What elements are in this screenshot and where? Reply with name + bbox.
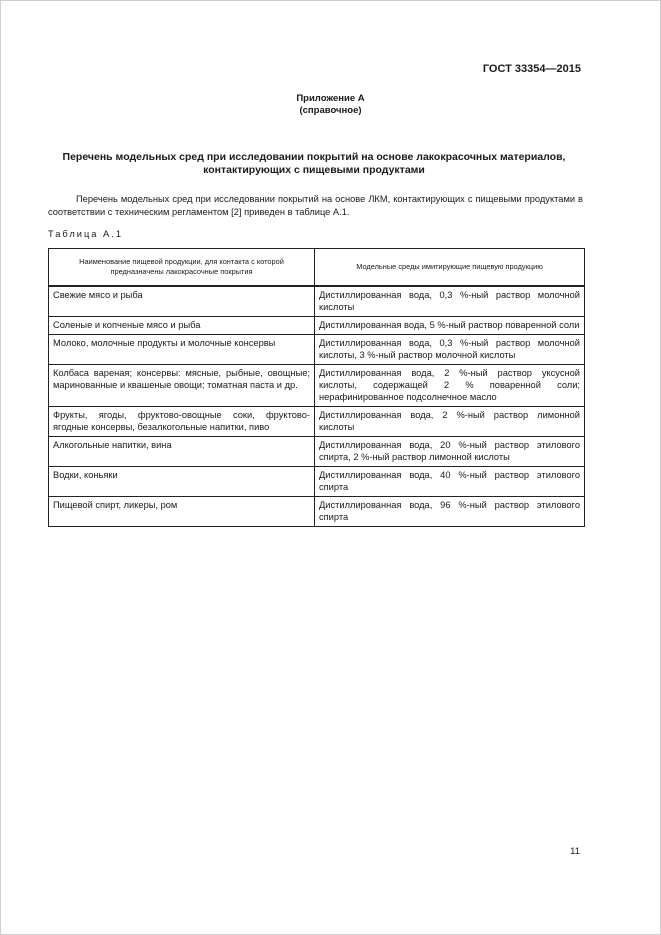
appendix-heading [1,93,660,117]
product-cell: Свежие мясо и рыба [49,286,315,317]
product-cell: Алкогольные напитки, вина [49,437,315,467]
section-title-line-2: контактирующих с пищевыми продуктами [203,164,425,176]
table-row [49,286,585,317]
section-title [46,151,582,177]
table-row [49,467,585,497]
medium-cell: Дистиллированная вода, 40 %-ный раствор этилового спирта [315,467,585,497]
table-caption: Таблица А.1 [48,229,123,239]
product-cell: Молоко, молочные продукты и молочные консервы [49,335,315,365]
product-cell: Пищевой спирт, ликеры, ром [49,497,315,527]
table-row [49,335,585,365]
medium-cell: Дистиллированная вода, 2 %-ный раствор уксусной кислоты, содержащей 2 % поваренной соли; нерафинированное подсолнечное масло [315,365,585,407]
document-code: ГОСТ 33354—2015 [482,63,581,75]
medium-cell: Дистиллированная вода, 0,3 %-ный раствор молочной кислоты, 3 %-ный раствор молочной кислоты [315,335,585,365]
medium-cell: Дистиллированная вода, 0,3 %-ный раствор молочной кислоты [315,286,585,317]
product-cell: Фрукты, ягоды, фруктово-овощные соки, фруктово-ягодные консервы, безалкогольные напитки, пиво [49,407,315,437]
table-row [49,497,585,527]
medium-cell: Дистиллированная вода, 2 %-ный раствор лимонной кислоты [315,407,585,437]
medium-cell: Дистиллированная вода, 20 %-ный раствор этилового спирта, 2 %-ный раствор лимонной кислоты [315,437,585,467]
medium-cell: Дистиллированная вода, 96 %-ный раствор этилового спирта [315,497,585,527]
product-cell: Водки, коньяки [49,467,315,497]
product-cell: Колбаса вареная; консервы: мясные, рыбные, овощные; маринованные и квашеные овощи; томатная паста и др. [49,365,315,407]
table-row [49,317,585,335]
appendix-subtitle: (справочное) [299,105,362,116]
section-title-line-1: Перечень модельных сред при исследовании покрытий на основе лакокрасочных материалов, [62,151,566,163]
table-header-row [49,249,585,287]
product-cell: Соленые и копченые мясо и рыба [49,317,315,335]
page-number: 11 [570,846,580,857]
table-row [49,437,585,467]
column-header-product: Наименование пищевой продукции, для контакта с которой предназначены лакокрасочные покрытия [49,249,315,287]
table-row [49,407,585,437]
medium-cell: Дистиллированная вода, 5 %-ный раствор поваренной соли [315,317,585,335]
intro-paragraph: Перечень модельных сред при исследовании покрытий на основе ЛКМ, контактирующих с пищевыми продуктами в соответствии с техническим регламентом [2] приведен в таблице А.1. [48,194,583,217]
column-header-medium: Модельные среды имитирующие пищевую продукцию [315,249,585,287]
model-media-table [48,248,585,527]
appendix-title: Приложение А [296,93,365,104]
table-row [49,365,585,407]
